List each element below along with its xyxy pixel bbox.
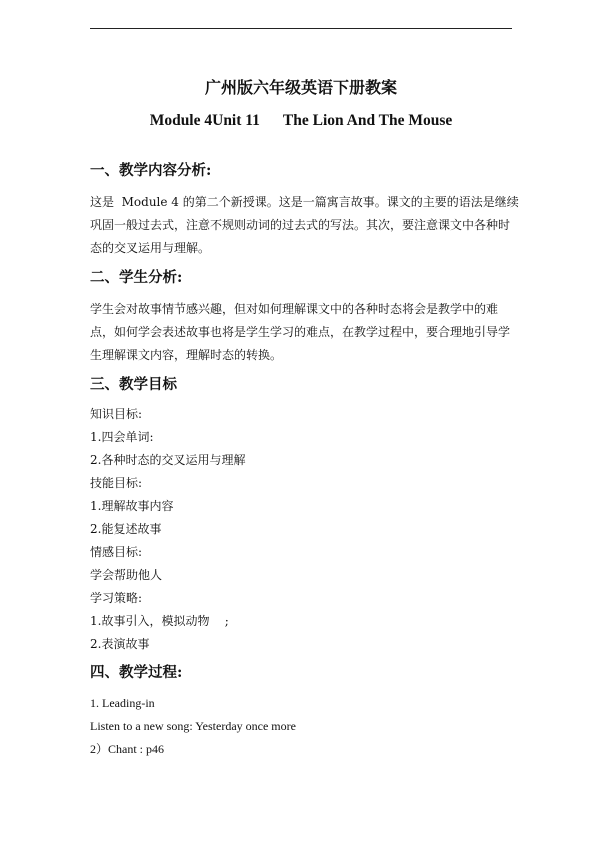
section-1-line: 巩固一般过去式，注意不规则动词的过去式的写法。其次，要注意课文中各种时 [90,218,511,232]
objective-line: 学会帮助他人 [90,568,163,582]
section-2-line: 学生会对故事情节感兴趣，但对如何理解课文中的各种时态将会是教学中的难 [90,302,499,316]
process-line: 1. Leading-in [90,696,155,710]
objective-line: 2.各种时态的交叉运用与理解 [90,453,246,467]
document-body [90,76,520,761]
process-line: 2）Chant : p46 [90,742,164,756]
document-subtitle: Module 4Unit 11 The Lion And The Mouse [149,112,453,129]
objective-line: 学习策略: [90,591,143,605]
objective-line: 技能目标: [90,476,143,490]
document-title: 广州版六年级英语下册教案 [204,78,397,97]
section-3-heading: 三、教学目标 [90,376,177,393]
section-1-heading: 一、教学内容分析: [90,162,212,179]
objective-line: 1.理解故事内容 [90,499,174,513]
section-1-line: 态的交叉运用与理解。 [90,241,211,255]
section-2-line: 点，如何学会表述故事也将是学生学习的难点，在教学过程中，要合理地引导学 [90,325,511,339]
section-1-line: 这是 Module 4 的第二个新授课。这是一篇寓言故事。课文的主要的语法是继续 [90,195,519,209]
section-4-heading: 四、教学过程: [90,664,183,681]
section-2-heading: 二、学生分析: [90,269,183,286]
objective-line: 1.四会单词: [90,430,154,444]
process-line: Listen to a new song: Yesterday once more [90,719,296,733]
header-rule [90,28,512,29]
section-2-line: 生理解课文内容，理解时态的转换。 [90,348,283,362]
objective-line: 知识目标: [90,407,143,421]
objective-line: 情感目标: [90,545,143,559]
objective-line: 2.能复述故事 [90,522,162,536]
objective-line: 1.故事引入，模拟动物 ; [90,614,229,628]
objective-line: 2.表演故事 [90,637,150,651]
